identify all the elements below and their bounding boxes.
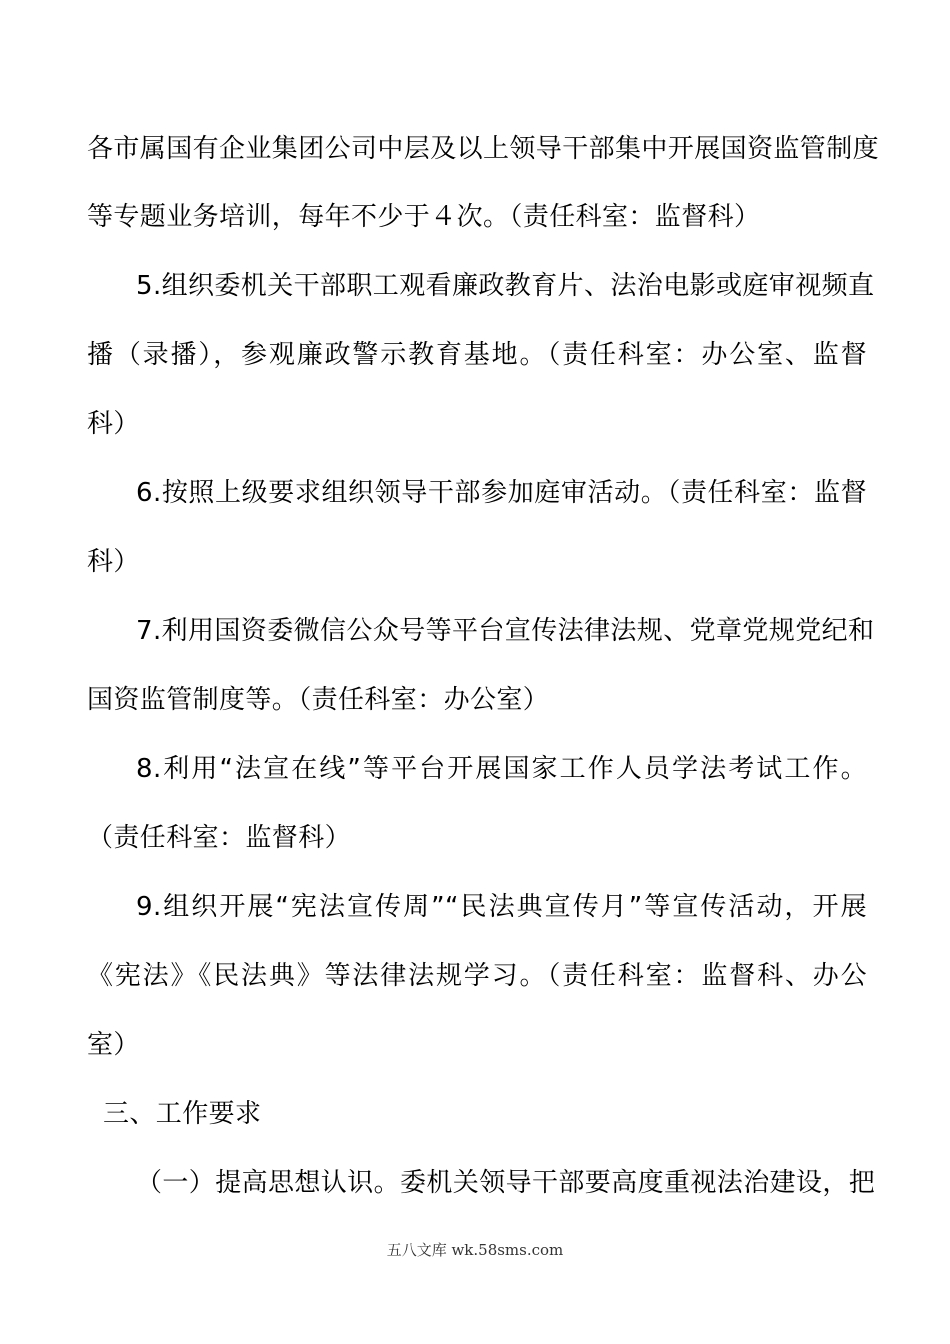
footer-watermark: 五八文库 wk.58sms.com bbox=[386, 1241, 564, 1259]
item-6-line-2: 科） bbox=[87, 547, 140, 577]
text-line-1: 各市属国有企业集团公司中层及以上领导干部集中开展国资监管制度 bbox=[87, 134, 880, 164]
item-9-line-1: 9.组织开展“宪法宣传周”“民法典宣传月”等宣传活动，开展 bbox=[136, 892, 867, 922]
item-7-line-2: 国资监管制度等。（责任科室：办公室） bbox=[87, 685, 550, 715]
item-5-line-3: 科） bbox=[87, 409, 140, 439]
item-9-line-3: 室） bbox=[87, 1030, 140, 1060]
item-7-line-1: 7.利用国资委微信公众号等平台宣传法律法规、党章党规党纪和 bbox=[136, 616, 875, 646]
item-6-line-1: 6.按照上级要求组织领导干部参加庭审活动。（责任科室：监督 bbox=[136, 478, 867, 508]
text-line-2: 等专题业务培训，每年不少于４次。（责任科室：监督科） bbox=[87, 202, 761, 232]
item-8-line-1: 8.利用“法宣在线”等平台开展国家工作人员学法考试工作。 bbox=[136, 754, 867, 784]
item-9-line-2: 《宪法》《民法典》等法律法规学习。（责任科室：监督科、办公 bbox=[87, 961, 867, 991]
section-heading: 三、工作要求 bbox=[103, 1099, 262, 1129]
item-5-line-2: 播（录播），参观廉政警示教育基地。（责任科室：办公室、监督 bbox=[87, 340, 867, 370]
item-5-line-1: 5.组织委机关干部职工观看廉政教育片、法治电影或庭审视频直 bbox=[136, 271, 875, 301]
item-8-line-2: （责任科室：监督科） bbox=[87, 823, 352, 853]
subsection-1-line-1: （一）提高思想认识。委机关领导干部要高度重视法治建设，把 bbox=[136, 1168, 876, 1198]
